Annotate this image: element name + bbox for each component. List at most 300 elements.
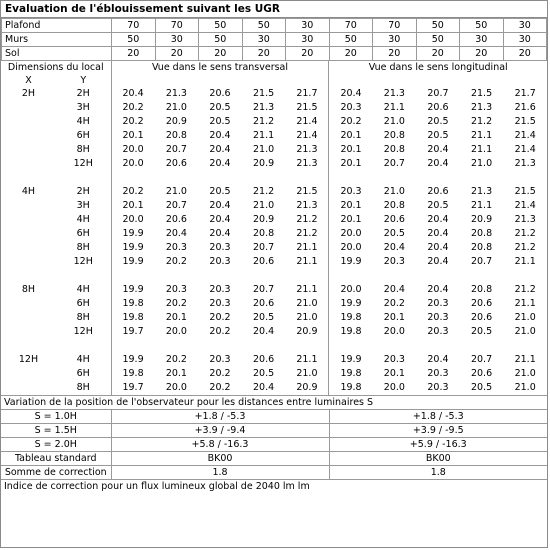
ugr-longitudinal-value: 20.8 — [383, 200, 405, 211]
table-row — [1, 115, 547, 129]
spacer-cell — [111, 171, 329, 185]
ugr-longitudinal-value: 20.3 — [383, 354, 405, 365]
room-y-cell: 12H — [56, 255, 111, 269]
ugr-longitudinal-value: 20.3 — [340, 102, 362, 113]
ugr-longitudinal-value: 20.7 — [427, 88, 449, 99]
ugr-longitudinal-value: 20.3 — [427, 326, 449, 337]
table-row — [1, 353, 547, 367]
spacer-cell — [329, 269, 547, 283]
x-label: X — [25, 75, 32, 86]
ugr-transversal-value: 21.5 — [285, 101, 329, 115]
ugr-transversal-value: 21.1 — [285, 255, 329, 269]
reflectance-value: 20 — [199, 47, 243, 61]
ugr-longitudinal-value: 20.0 — [340, 228, 362, 239]
room-x-cell — [1, 199, 56, 213]
room-y-cell: 8H — [56, 381, 111, 395]
ugr-longitudinal-value: 20.5 — [470, 382, 493, 393]
ugr-transversal-value: 20.9 — [285, 325, 329, 339]
ugr-transversal-value: 20.3 — [209, 242, 231, 253]
ugr-transversal-value: 21.1 — [253, 130, 275, 141]
reflectance-value: 30 — [373, 33, 417, 47]
reflectance-value: 50 — [199, 19, 243, 33]
ugr-transversal-value: 20.2 — [209, 326, 231, 337]
ugr-transversal-value: 20.2 — [165, 354, 187, 365]
ugr-longitudinal-value: 19.8 — [340, 326, 362, 337]
ugr-transversal-value: 20.3 — [209, 284, 231, 295]
reflectance-value: 20 — [329, 47, 373, 61]
ugr-longitudinal-value: 20.6 — [427, 102, 449, 113]
ugr-transversal-value: 21.0 — [285, 311, 329, 325]
reflectance-value: 20 — [286, 47, 330, 61]
spacer-cell — [329, 339, 547, 353]
table-row — [1, 185, 547, 199]
ugr-transversal-value: 21.2 — [253, 116, 275, 127]
correction-sum-row-label: Somme de correction — [1, 466, 111, 480]
ugr-transversal-value: 20.8 — [165, 130, 187, 141]
ugr-longitudinal-value: 20.4 — [427, 228, 449, 239]
room-y-cell: 4H — [56, 213, 111, 227]
ugr-longitudinal-value: 20.5 — [383, 228, 405, 239]
standard-row-longitudinal: BK00 — [329, 452, 547, 466]
variation-label: S = 1.5H — [1, 424, 111, 438]
ugr-longitudinal-value: 20.6 — [470, 312, 493, 323]
reflectance-value: 30 — [242, 33, 286, 47]
reflectance-value: 30 — [503, 33, 547, 47]
table-row — [1, 367, 547, 381]
reflectance-value: 30 — [286, 33, 330, 47]
ugr-transversal-value: 20.1 — [122, 200, 144, 211]
variation-label: S = 1.0H — [1, 410, 111, 424]
room-x-cell — [1, 213, 56, 227]
room-y-cell: 2H — [56, 185, 111, 199]
ugr-transversal-value: 20.2 — [209, 382, 231, 393]
room-x-cell — [1, 325, 56, 339]
ugr-transversal-value: 20.9 — [165, 116, 187, 127]
ugr-longitudinal-value: 20.2 — [383, 298, 405, 309]
table-row — [1, 227, 547, 241]
ugr-longitudinal-value: 21.1 — [383, 102, 405, 113]
ugr-transversal-value: 21.3 — [285, 143, 329, 157]
ugr-longitudinal-value: 21.7 — [514, 88, 536, 99]
ugr-transversal-value: 21.5 — [253, 88, 275, 99]
ugr-longitudinal-value: 21.6 — [514, 102, 536, 113]
room-y-cell: 6H — [56, 129, 111, 143]
ugr-transversal-value: 21.0 — [253, 144, 275, 155]
ugr-transversal-value: 20.4 — [209, 144, 231, 155]
ugr-transversal-value: 19.9 — [122, 284, 144, 295]
spacer-cell — [56, 339, 111, 353]
standard-row-label: Tableau standard — [1, 452, 111, 466]
ugr-longitudinal-value: 20.4 — [427, 214, 449, 225]
ugr-longitudinal-value: 21.2 — [470, 116, 493, 127]
ugr-transversal-value: 21.3 — [253, 102, 275, 113]
reflectance-value: 20 — [460, 47, 504, 61]
ugr-longitudinal-value: 20.1 — [340, 158, 362, 169]
ugr-longitudinal-value: 21.4 — [514, 130, 536, 141]
ugr-longitudinal-value: 20.7 — [470, 354, 493, 365]
variation-row — [1, 410, 547, 424]
table-row — [1, 283, 547, 297]
ugr-transversal-value: 20.6 — [253, 298, 275, 309]
room-x-cell — [1, 367, 56, 381]
ugr-longitudinal-value: 20.5 — [470, 326, 493, 337]
ugr-transversal-value: 20.5 — [209, 102, 231, 113]
ugr-longitudinal-value: 20.0 — [383, 326, 405, 337]
room-x-cell: 4H — [21, 186, 36, 197]
room-y-cell: 4H — [56, 283, 111, 297]
ugr-transversal-value: 20.3 — [209, 354, 231, 365]
ugr-transversal-value: 20.4 — [209, 214, 231, 225]
table-row — [1, 311, 547, 325]
room-x-cell — [1, 255, 56, 269]
reflectance-table — [1, 18, 547, 61]
reflectance-row — [2, 47, 547, 61]
ugr-transversal-value: 20.5 — [253, 368, 275, 379]
table-row — [1, 381, 547, 395]
ugr-longitudinal-value: 20.7 — [383, 158, 405, 169]
reflectance-value: 30 — [155, 33, 199, 47]
ugr-transversal-value: 21.2 — [285, 213, 329, 227]
ugr-transversal-value: 20.4 — [253, 326, 275, 337]
ugr-longitudinal-value: 20.8 — [470, 228, 493, 239]
reflectance-value: 50 — [199, 33, 243, 47]
ugr-transversal-value: 21.7 — [285, 87, 329, 101]
reflectance-value: 50 — [112, 33, 156, 47]
ugr-transversal-value: 20.3 — [209, 298, 231, 309]
correction-sum-row — [1, 466, 547, 480]
ugr-longitudinal-value: 21.3 — [514, 158, 536, 169]
ugr-transversal-value: 20.4 — [253, 382, 275, 393]
ugr-longitudinal-value: 21.2 — [514, 284, 536, 295]
group-spacer — [1, 269, 547, 283]
reflectance-value: 50 — [242, 19, 286, 33]
reflectance-label: Sol — [2, 47, 112, 61]
ugr-transversal-value: 20.7 — [253, 242, 275, 253]
ugr-longitudinal-value: 20.2 — [340, 116, 362, 127]
ugr-longitudinal-value: 20.0 — [383, 382, 405, 393]
ugr-transversal-value: 20.7 — [165, 200, 187, 211]
room-y-cell: 6H — [56, 367, 111, 381]
ugr-transversal-value: 21.0 — [165, 186, 187, 197]
ugr-transversal-value: 19.9 — [122, 242, 144, 253]
ugr-longitudinal-value: 21.0 — [514, 382, 536, 393]
ugr-transversal-value: 20.1 — [122, 130, 144, 141]
ugr-longitudinal-value: 21.3 — [514, 214, 536, 225]
ugr-longitudinal-value: 20.5 — [427, 200, 449, 211]
ugr-longitudinal-value: 20.6 — [470, 298, 493, 309]
ugr-longitudinal-value: 20.8 — [383, 130, 405, 141]
ugr-longitudinal-value: 20.9 — [470, 214, 493, 225]
ugr-longitudinal-value: 19.8 — [340, 312, 362, 323]
spacer-cell — [56, 171, 111, 185]
room-x-cell — [1, 241, 56, 255]
table-row — [1, 241, 547, 255]
room-x-cell — [1, 311, 56, 325]
ugr-transversal-value: 21.1 — [285, 241, 329, 255]
reflectance-row — [2, 33, 547, 47]
ugr-transversal-value: 20.4 — [122, 88, 144, 99]
ugr-longitudinal-value: 20.3 — [427, 368, 449, 379]
reflectance-value: 50 — [460, 19, 504, 33]
room-y-cell: 8H — [56, 241, 111, 255]
reflectance-value: 30 — [286, 19, 330, 33]
ugr-transversal-value: 20.9 — [253, 214, 275, 225]
ugr-transversal-value: 21.0 — [165, 102, 187, 113]
ugr-transversal-value: 20.2 — [122, 102, 144, 113]
reflectance-value: 70 — [155, 19, 199, 33]
ugr-longitudinal-value: 21.0 — [514, 326, 536, 337]
ugr-longitudinal-value: 20.4 — [427, 284, 449, 295]
ugr-transversal-value: 20.6 — [253, 256, 275, 267]
ugr-transversal-value: 19.9 — [122, 256, 144, 267]
ugr-longitudinal-value: 21.3 — [470, 102, 493, 113]
spacer-cell — [1, 269, 56, 283]
transversal-header: Vue dans le sens transversal — [111, 61, 329, 74]
ugr-transversal-value: 21.4 — [285, 129, 329, 143]
table-row — [1, 129, 547, 143]
room-x-cell — [1, 101, 56, 115]
room-y-cell: 12H — [56, 325, 111, 339]
variation-label: S = 2.0H — [1, 438, 111, 452]
room-x-cell — [1, 227, 56, 241]
group-spacer — [1, 171, 547, 185]
room-y-cell: 4H — [56, 353, 111, 367]
ugr-transversal-value: 20.5 — [253, 312, 275, 323]
table-row — [1, 157, 547, 171]
ugr-longitudinal-value: 20.6 — [470, 368, 493, 379]
variation-transversal: +3.9 / -9.4 — [111, 424, 329, 438]
room-x-cell — [1, 297, 56, 311]
ugr-longitudinal-value: 20.4 — [383, 284, 405, 295]
spacer-cell — [329, 171, 547, 185]
table-row — [1, 297, 547, 311]
table-row — [1, 101, 547, 115]
ugr-longitudinal-value: 19.8 — [340, 368, 362, 379]
variation-transversal: +5.8 / -16.3 — [111, 438, 329, 452]
room-y-cell: 2H — [56, 87, 111, 101]
ugr-longitudinal-value: 21.3 — [383, 88, 405, 99]
ugr-transversal-value: 20.0 — [122, 144, 144, 155]
ugr-longitudinal-value: 19.9 — [340, 354, 362, 365]
ugr-longitudinal-value: 20.5 — [427, 116, 449, 127]
ugr-longitudinal-value: 20.3 — [427, 298, 449, 309]
spacer-cell — [56, 269, 111, 283]
ugr-transversal-value: 20.5 — [209, 116, 231, 127]
ugr-transversal-value: 20.4 — [165, 228, 187, 239]
room-x-cell — [1, 381, 56, 395]
reflectance-value: 70 — [112, 19, 156, 33]
reflectance-row — [2, 19, 547, 33]
reflectance-value: 70 — [329, 19, 373, 33]
reflectance-value: 70 — [373, 19, 417, 33]
ugr-transversal-value: 20.6 — [253, 354, 275, 365]
reflectance-value: 30 — [460, 33, 504, 47]
ugr-longitudinal-value: 20.0 — [340, 242, 362, 253]
ugr-longitudinal-value: 21.5 — [514, 116, 536, 127]
variation-transversal: +1.8 / -5.3 — [111, 410, 329, 424]
ugr-longitudinal-value: 20.6 — [383, 214, 405, 225]
ugr-transversal-value: 20.4 — [209, 200, 231, 211]
ugr-transversal-value: 20.5 — [209, 186, 231, 197]
reflectance-value: 50 — [416, 19, 460, 33]
ugr-transversal-value: 20.8 — [253, 228, 275, 239]
room-x-cell — [1, 157, 56, 171]
room-y-cell: 8H — [56, 143, 111, 157]
ugr-longitudinal-value: 20.1 — [340, 214, 362, 225]
ugr-transversal-value: 20.6 — [209, 88, 231, 99]
ugr-longitudinal-value: 20.4 — [340, 88, 362, 99]
ugr-transversal-value: 20.9 — [285, 381, 329, 395]
room-x-cell: 8H — [21, 284, 36, 295]
ugr-longitudinal-value: 20.3 — [340, 186, 362, 197]
ugr-transversal-value: 20.2 — [165, 256, 187, 267]
ugr-transversal-value: 21.3 — [165, 88, 187, 99]
room-y-cell: 6H — [56, 297, 111, 311]
ugr-transversal-value: 20.7 — [253, 284, 275, 295]
spacer-cell — [111, 269, 329, 283]
reflectance-value: 30 — [503, 19, 547, 33]
reflectance-value: 20 — [416, 47, 460, 61]
ugr-longitudinal-value: 21.2 — [514, 242, 536, 253]
ugr-longitudinal-value: 20.8 — [470, 242, 493, 253]
spacer-cell — [111, 339, 329, 353]
room-y-cell: 4H — [56, 115, 111, 129]
table-row — [1, 87, 547, 101]
reflectance-value: 20 — [155, 47, 199, 61]
longitudinal-header: Vue dans le sens longitudinal — [368, 62, 508, 73]
ugr-transversal-value: 21.0 — [285, 297, 329, 311]
ugr-transversal-value: 20.3 — [165, 242, 187, 253]
ugr-transversal-value: 19.9 — [122, 228, 144, 239]
standard-row-transversal: BK00 — [111, 452, 329, 466]
ugr-transversal-value: 20.2 — [209, 312, 231, 323]
variation-longitudinal: +3.9 / -9.5 — [329, 424, 547, 438]
ugr-longitudinal-value: 21.1 — [470, 144, 493, 155]
ugr-longitudinal-value: 19.8 — [340, 382, 362, 393]
ugr-longitudinal-value: 21.1 — [514, 256, 536, 267]
ugr-transversal-value: 21.3 — [285, 199, 329, 213]
ugr-transversal-value: 20.2 — [122, 116, 144, 127]
ugr-transversal-value: 21.4 — [285, 115, 329, 129]
ugr-transversal-value: 21.5 — [285, 185, 329, 199]
ugr-transversal-value: 20.3 — [165, 284, 187, 295]
ugr-transversal-value: 19.8 — [122, 298, 144, 309]
ugr-longitudinal-value: 20.4 — [427, 256, 449, 267]
reflectance-label: Plafond — [2, 19, 112, 33]
reflectance-value: 20 — [112, 47, 156, 61]
ugr-transversal-value: 20.6 — [165, 158, 187, 169]
room-x-cell — [1, 143, 56, 157]
correction-table — [1, 410, 547, 480]
table-row — [1, 143, 547, 157]
sheet-title: Evaluation de l'éblouissement suivant les UGR — [1, 1, 547, 18]
correction-sum-row-longitudinal: 1.8 — [329, 466, 547, 480]
ugr-longitudinal-value: 21.5 — [514, 186, 536, 197]
ugr-longitudinal-value: 20.8 — [470, 284, 493, 295]
ugr-longitudinal-value: 21.5 — [470, 88, 493, 99]
ugr-longitudinal-value: 20.1 — [340, 144, 362, 155]
ugr-transversal-value: 19.7 — [122, 382, 144, 393]
ugr-longitudinal-value: 20.1 — [340, 130, 362, 141]
ugr-longitudinal-value: 20.0 — [340, 284, 362, 295]
ugr-longitudinal-value: 20.1 — [340, 200, 362, 211]
room-x-cell — [1, 129, 56, 143]
ugr-longitudinal-value: 21.0 — [383, 186, 405, 197]
reflectance-value: 20 — [503, 47, 547, 61]
ugr-longitudinal-value: 20.3 — [427, 382, 449, 393]
ugr-transversal-value: 20.2 — [209, 368, 231, 379]
ugr-transversal-value: 19.8 — [122, 312, 144, 323]
ugr-transversal-value: 20.6 — [165, 214, 187, 225]
ugr-longitudinal-value: 20.1 — [383, 312, 405, 323]
ugr-longitudinal-value: 20.5 — [427, 130, 449, 141]
spacer-cell — [1, 171, 56, 185]
ugr-transversal-value: 20.4 — [209, 228, 231, 239]
ugr-transversal-value: 20.0 — [122, 214, 144, 225]
table-row — [1, 255, 547, 269]
variation-row — [1, 424, 547, 438]
table-row — [1, 325, 547, 339]
ugr-longitudinal-value: 20.8 — [383, 144, 405, 155]
table-row — [1, 213, 547, 227]
dims-header: Dimensions du local — [1, 61, 111, 74]
room-y-cell: 8H — [56, 311, 111, 325]
variation-longitudinal: +1.8 / -5.3 — [329, 410, 547, 424]
ugr-longitudinal-value: 20.4 — [427, 354, 449, 365]
variation-title: Variation de la position de l'observateur pour les distances entre luminaires S — [1, 395, 547, 410]
ugr-transversal-value: 21.3 — [285, 157, 329, 171]
ugr-longitudinal-value: 20.6 — [427, 186, 449, 197]
table-row — [1, 199, 547, 213]
room-y-cell: 3H — [56, 101, 111, 115]
ugr-longitudinal-value: 21.1 — [470, 200, 493, 211]
ugr-longitudinal-value: 20.3 — [383, 256, 405, 267]
ugr-transversal-value: 20.7 — [165, 144, 187, 155]
ugr-transversal-value: 20.0 — [165, 382, 187, 393]
reflectance-value: 50 — [416, 33, 460, 47]
y-label: Y — [56, 74, 111, 87]
variation-longitudinal: +5.9 / -16.3 — [329, 438, 547, 452]
ugr-transversal-value: 20.1 — [165, 312, 187, 323]
ugr-transversal-value: 21.0 — [253, 200, 275, 211]
spacer-cell — [1, 339, 56, 353]
ugr-transversal-value: 21.1 — [285, 353, 329, 367]
ugr-longitudinal-value: 21.4 — [514, 144, 536, 155]
ugr-transversal-value: 21.2 — [253, 186, 275, 197]
ugr-transversal-value: 20.3 — [209, 256, 231, 267]
ugr-transversal-value: 20.2 — [122, 186, 144, 197]
ugr-longitudinal-value: 21.0 — [383, 116, 405, 127]
ugr-transversal-value: 20.9 — [253, 158, 275, 169]
group-spacer — [1, 339, 547, 353]
ugr-longitudinal-value: 21.1 — [470, 130, 493, 141]
ugr-transversal-value: 20.1 — [165, 368, 187, 379]
ugr-longitudinal-value: 21.0 — [514, 368, 536, 379]
ugr-longitudinal-value: 20.4 — [427, 158, 449, 169]
room-x-cell — [1, 115, 56, 129]
ugr-longitudinal-value: 21.0 — [470, 158, 493, 169]
ugr-longitudinal-value: 19.9 — [340, 298, 362, 309]
ugr-longitudinal-value: 21.1 — [514, 354, 536, 365]
ugr-longitudinal-value: 20.7 — [470, 256, 493, 267]
ugr-transversal-value: 21.1 — [285, 283, 329, 297]
ugr-longitudinal-value: 20.4 — [427, 144, 449, 155]
ugr-longitudinal-value: 19.9 — [340, 256, 362, 267]
ugr-table — [1, 61, 547, 395]
ugr-longitudinal-value: 21.0 — [514, 312, 536, 323]
ugr-longitudinal-value: 20.4 — [427, 242, 449, 253]
reflectance-value: 20 — [242, 47, 286, 61]
